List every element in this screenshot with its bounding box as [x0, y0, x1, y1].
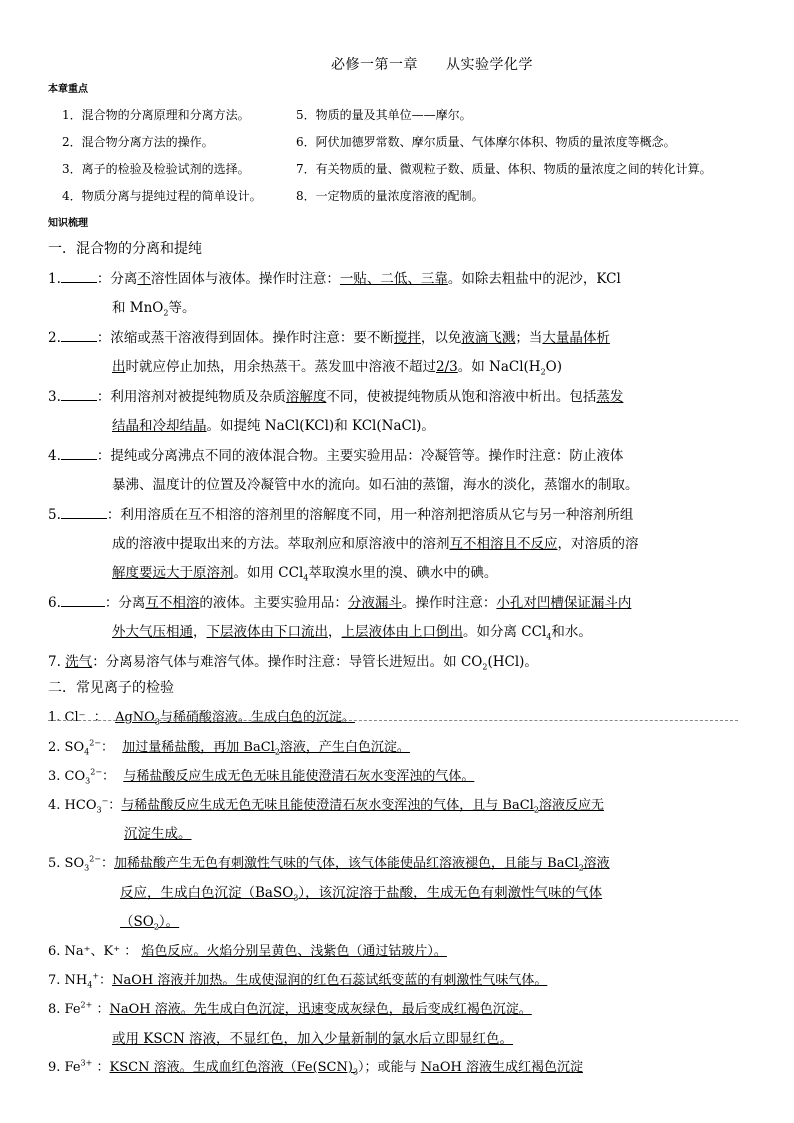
- ion-test-sulfite-cont: 反应，生成白色沉淀（BaSO$_3$），该沉淀溶于盐酸，生成无色有刺激性气味的气体: [120, 885, 603, 903]
- key-point-3: 3．离子的检验及检验试剂的选择。: [62, 162, 250, 176]
- method-item-5-cont: 成的溶液中提取出来的方法。萃取剂应和原溶液中的溶剂互不相溶且不反应，对溶质的溶: [112, 536, 639, 552]
- method-item-2: 2. ：浓缩或蒸干溶液得到固体。操作时注意：要不断搅拌，以免液滴飞溅；当大量晶体析: [48, 330, 610, 346]
- ion-test-ferric: 9. $Fe^{3+}$ ：KSCN 溶液。生成血红色溶液$(Fe(SCN)_3)$；或能与 NaOH 溶液生成红褐色沉淀: [48, 1058, 583, 1077]
- ion-test-ferrous-cont: 或用 KSCN 溶液，不显红色，加入少量新制的氯水后立即显红色。: [112, 1031, 514, 1047]
- key-point-1: 1．混合物的分离原理和分离方法。: [62, 108, 250, 122]
- answer-blank[interactable]: [61, 270, 97, 283]
- ion-test-bicarbonate: 4. $HCO_3^-$：与稀盐酸反应生成无色无味且能使澄清石灰水变浑浊的气体，且与 BaCl$_2$溶液反应无: [48, 796, 604, 815]
- key-point-7: 7．有关物质的量、微观粒子数、质量、体积、物质的量浓度之间的转化计算。: [296, 162, 712, 176]
- part2-heading: 二．常见离子的检验: [48, 680, 174, 696]
- ion-test-sulfate: 2. $SO_4^{2-}$： 加过量稀盐酸，再加 BaCl$_2$溶液，产生白色沉淀。: [48, 738, 410, 757]
- method-item-5: 5. ：利用溶质在互不相溶的溶剂里的溶解度不同，用一种溶剂把溶质从它与另一种溶剂所组: [48, 507, 634, 523]
- key-point-6: 6．阿伏加德罗常数、摩尔质量、气体摩尔体积、物质的量浓度等概念。: [296, 135, 676, 149]
- method-item-1: 1. ：分离不溶性固体与液体。操作时注意：一贴、二低、三靠。如除去粗盐中的泥沙，KCl: [48, 271, 621, 287]
- key-point-8: 8．一定物质的量浓度溶液的配制。: [296, 189, 484, 203]
- ion-test-na-k: 6. Na⁺、K⁺ ： 焰色反应。火焰分别呈黄色、浅紫色（通过钴玻片）。: [48, 944, 447, 959]
- ion-test-sulfite-cont2: $(SO_2)$。: [120, 914, 180, 932]
- section-focus-heading: 本章重点: [48, 84, 88, 95]
- answer-blank[interactable]: [61, 506, 107, 519]
- method-item-1-cont: 和 MnO$_2$等。: [112, 300, 196, 318]
- ion-test-ferrous: 8. $Fe^{2+}$ ：NaOH 溶液。先生成白色沉淀，迅速变成灰绿色，最后变成红褐色沉淀。: [48, 1000, 532, 1017]
- method-item-6: 6. ：分离互不相溶的液体。主要实验用品：分液漏斗。操作时注意：小孔对凹槽保证漏斗内: [48, 595, 632, 611]
- answer-blank[interactable]: [61, 447, 97, 460]
- ion-test-chloride: 1. Cl⁻ ： AgNO$_3$与稀硝酸溶液。生成白色的沉淀。: [48, 710, 355, 727]
- answer-blank[interactable]: [61, 388, 97, 401]
- key-point-5: 5．物质的量及其单位——摩尔。: [296, 108, 472, 122]
- method-item-4-cont: 暴沸、温度计的位置及冷凝管中水的流向。如石油的蒸馏，海水的淡化，蒸馏水的制取。: [112, 477, 639, 493]
- ion-test-sulfite: 5. $SO_3^{2-}$：加稀盐酸产生无色有刺激性气味的气体，该气体能使品红溶液褪色，且能与 BaCl$_2$溶液: [48, 854, 610, 873]
- divider: [48, 720, 738, 721]
- answer-blank[interactable]: [61, 594, 105, 607]
- method-item-2-cont: 出时就应停止加热，用余热蒸干。蒸发皿中溶液不超过2/3。如 $NaCl(H_2O)$: [112, 359, 563, 377]
- method-item-3: 3. ：利用溶剂对被提纯物质及杂质溶解度不同，使被提纯物质从饱和溶液中析出。包括蒸发: [48, 389, 624, 405]
- answer-blank[interactable]: [61, 329, 97, 342]
- key-point-2: 2．混合物分离方法的操作。: [62, 135, 214, 149]
- part1-heading: 一．混合物的分离和提纯: [48, 241, 202, 257]
- method-item-4: 4. ：提纯或分离沸点不同的液体混合物。主要实验用品：冷凝管等。操作时注意：防止液体: [48, 448, 624, 464]
- title-sub: 从实验学化学: [446, 57, 533, 73]
- title-main: 必修一第一章: [331, 57, 418, 73]
- method-item-7: 7. 洗气：分离易溶气体与难溶气体。操作时注意：导管长进短出。如 $CO_2(HCl)$。: [48, 654, 538, 672]
- method-item-3-cont: 结晶和冷却结晶。如提纯 NaCl(KCl)和 KCl(NaCl)。: [112, 418, 435, 434]
- section-review-heading: 知识梳理: [48, 218, 88, 229]
- page-title: [0, 54, 794, 74]
- method-item-5-cont2: 解度要远大于原溶剂。如用 CCl$_4$萃取溴水里的溴、碘水中的碘。: [112, 565, 498, 583]
- ion-test-ammonium: 7. $NH_4^+$：NaOH 溶液并加热。生成使湿润的红色石蕊试纸变蓝的有刺激性气味气体。: [48, 971, 548, 990]
- ion-test-bicarbonate-cont: 沉淀生成。: [124, 826, 192, 842]
- key-point-4: 4．物质分离与提纯过程的简单设计。: [62, 189, 262, 203]
- ion-test-carbonate: 3. $CO_3^{2-}$： 与稀盐酸反应生成无色无味且能使澄清石灰水变浑浊的气体。: [48, 767, 475, 786]
- method-item-6-cont: 外大气压相通，下层液体由下口流出，上层液体由上口倒出。如分离 CCl$_4$和水。: [112, 624, 592, 642]
